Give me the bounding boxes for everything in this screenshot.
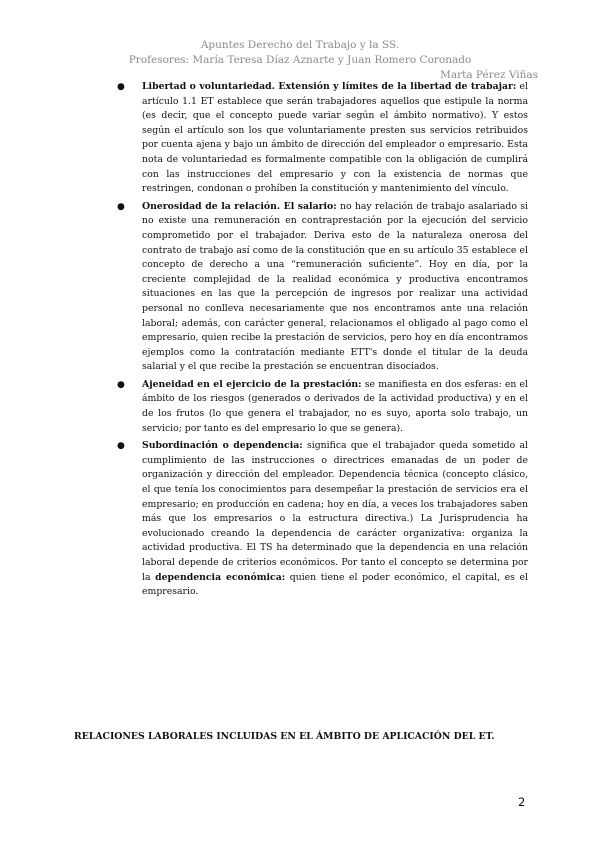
bullet-text: significa que el trabajador queda sometido al cumplimiento de las instrucciones o directrices emanadas de un poder de organización y dirección del empleador. Dependencia técnica (concepto clásico, el que tenía los conocimientos para desempeñar la prestación de servicios era el empresario; en producción en cadena; hoy en día, a veces los trabajadores saben más que los empresarios o la estructura directiva.) La Jurisprudencia ha evolucionado creando la dependencia de carácter organizativa: organiza la actividad productiva. El TS ha determinado que la dependencia en una relación laboral depende de criterios económicos. Por tanto el concepto se determina por la — [142, 440, 528, 583]
bullet-heading: Ajeneidad en el ejercicio de la prestación: — [142, 378, 362, 390]
bullet-text-after: quien tiene el poder económico, el capital, es el empresario. — [142, 571, 528, 598]
list-item — [117, 439, 528, 600]
document-title: Apuntes Derecho del Trabajo y la SS. — [200, 39, 400, 51]
list-item — [117, 80, 528, 197]
page-number: 2 — [518, 795, 526, 809]
bullet-icon: ● — [117, 441, 125, 452]
list-item — [117, 378, 528, 436]
main-content — [117, 80, 528, 603]
bullet-inline-bold: dependencia económica: — [155, 571, 286, 583]
author-name: Marta Pérez Viñas — [440, 69, 538, 81]
bullet-text: no hay relación de trabajo asalariado si no existe una remuneración en contraprestación por la ejecución del servicio comprometido por el trabajador. Deriva esto de la naturaleza onerosa del contrato de trabajo así como de la constitución que en su artículo 35 establece el concepto de derecho a una “remuneración suficiente”. Hoy en día, por la creciente complejidad de la realidad económica y productiva encontramos situaciones en las que la percepción de ingresos por realizar una actividad personal no conlleva necesariamente que nos encontramos ante una relación laboral; además, con carácter general, relacionamos el obligado al pago como el empresario, quien recibe la prestación de servicios, pero hoy en día encontramos ejemplos como la contratación mediante ETT's donde el titular de la deuda salarial y el que recibe la prestación se encuentran disociados. — [142, 200, 528, 373]
bullet-icon: ● — [117, 379, 125, 390]
list-item — [117, 200, 528, 375]
bullet-list — [117, 80, 528, 600]
professors-line: Profesores: María Teresa Díaz Aznarte y Juan Romero Coronado — [128, 54, 472, 66]
bullet-heading: Onerosidad de la relación. El salario: — [142, 200, 337, 212]
bullet-icon: ● — [117, 82, 125, 92]
bullet-heading: Libertad o voluntariedad. Extensión y límites de la libertad de trabajar: — [142, 81, 517, 92]
bullet-heading: Subordinación o dependencia: — [142, 440, 303, 452]
bullet-text: se manifiesta en dos esferas: en el ámbito de los riesgos (generados o derivados de la actividad productiva) y en el de los frutos (lo que genera el trabajador, no es suyo, aporta solo trabajo, un servicio; por tanto es del empresario lo que se genera). — [142, 378, 528, 434]
section-title: RELACIONES LABORALES INCLUIDAS EN EL ÁMBITO DE APLICACIÓN DEL ET. — [74, 731, 495, 742]
bullet-icon: ● — [117, 201, 125, 212]
page-header — [0, 38, 600, 81]
bullet-text: el artículo 1.1 ET establece que serán trabajadores aquellos que estipule la norma (es decir, que el concepto puede variar según el ámbito normativo). Y estos según el artículo son los que voluntariamente presten sus servicios retribuidos por cuenta ajena y bajo un ámbito de dirección del empleador o empresario. Esta nota de voluntariedad es formalmente compatible con la obligación de cumplirá con las instrucciones del empresario y con la existencia de normas que restringen, condonan o prohíben la constitución y mantenimiento del vínculo. — [142, 81, 528, 195]
